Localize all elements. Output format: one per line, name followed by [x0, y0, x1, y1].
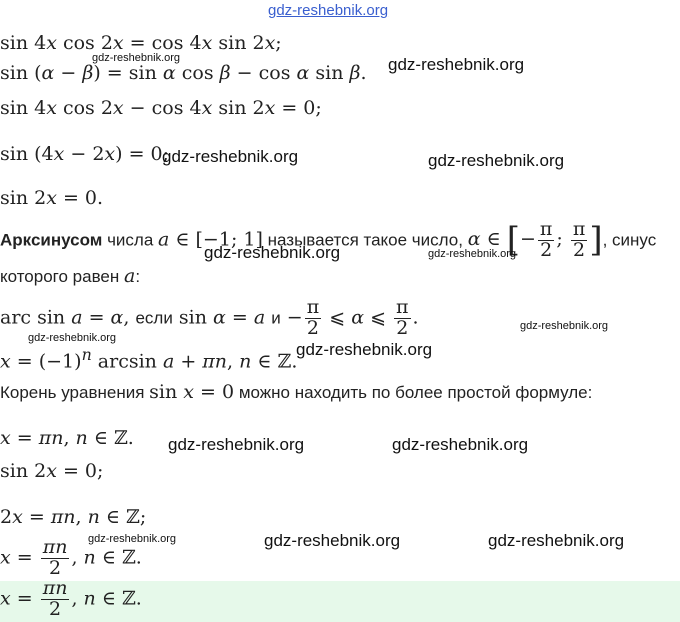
root-text-1: Корень уравнения	[0, 383, 145, 402]
def-text-2: называется такое число,	[267, 230, 463, 250]
and-word: и	[271, 308, 281, 328]
watermark: gdz-reshebnik.org	[92, 52, 181, 64]
watermark: gdz-reshebnik.org	[488, 531, 625, 550]
watermark: gdz-reshebnik.org	[392, 435, 529, 454]
watermark: gdz-reshebnik.org	[388, 55, 525, 74]
final-answer: x = $\frac{\pi n}{2}$ , n ∈ ℤ.	[0, 577, 142, 620]
equation-x-half: x = $\frac{\pi n}{2}$ , n ∈ ℤ.	[0, 536, 142, 579]
equation-sin2x: sin 2x = 0;	[0, 460, 104, 482]
root-text-2: можно находить по более простой формуле:	[238, 383, 593, 402]
watermark: gdz-reshebnik.org	[168, 435, 305, 454]
arcsin-definition: Арксинусом числа a ∈ [−1; 1] называется такое число, α ∈ [− $\frac{\pi}{2}$ ; $\frac{\pi}{2}$ ], синус	[0, 218, 657, 261]
equation-line-3: sin 4x cos 2x − cos 4x sin 2x = 0;	[0, 97, 322, 119]
watermark: gdz-reshebnik.org	[296, 340, 433, 359]
equation-line-4: sin (4x − 2x) = 0;	[0, 143, 170, 165]
equation-line-5: sin 2x = 0.	[0, 187, 104, 209]
watermark: gdz-reshebnik.org	[204, 243, 341, 262]
watermark: gdz-reshebnik.org	[264, 531, 401, 550]
equation-line-1: sin 4x cos 2x = cos 4x sin 2x;	[0, 32, 282, 54]
def-text-3: , синус	[602, 230, 657, 250]
header-watermark-link[interactable]: gdz-reshebnik.org	[268, 2, 389, 19]
def-text-4: которого равен	[0, 267, 120, 286]
watermark: gdz-reshebnik.org	[520, 320, 609, 332]
watermark: gdz-reshebnik.org	[428, 248, 517, 260]
arcsin-formula: arc sin a = α, если sin α = a и − $\frac{\pi}{2}$ ⩽ α ⩽ $\frac{\pi}{2}$ .	[0, 296, 419, 339]
arcsin-definition-cont: которого равен a:	[0, 265, 141, 287]
watermark: gdz-reshebnik.org	[162, 147, 299, 166]
identity-sin-difference: sin (α − β) = sin α cos β − cos α sin β.	[0, 62, 367, 84]
equation-x-pin: x = πn, n ∈ ℤ.	[0, 427, 134, 449]
watermark: gdz-reshebnik.org	[88, 533, 177, 545]
def-text-1: числа	[107, 230, 154, 250]
root-formula-text: Корень уравнения sin x = 0 можно находить по более простой формуле:	[0, 381, 593, 403]
term-arcsin: Арксинусом	[0, 230, 103, 250]
general-solution: $x = (-1)^n$ arcsin a + πn, n ∈ ℤ.	[0, 345, 298, 373]
watermark: gdz-reshebnik.org	[28, 332, 117, 344]
equation-2x: 2x = πn, n ∈ ℤ;	[0, 506, 147, 528]
if-word: если	[135, 308, 173, 328]
watermark: gdz-reshebnik.org	[428, 151, 565, 170]
